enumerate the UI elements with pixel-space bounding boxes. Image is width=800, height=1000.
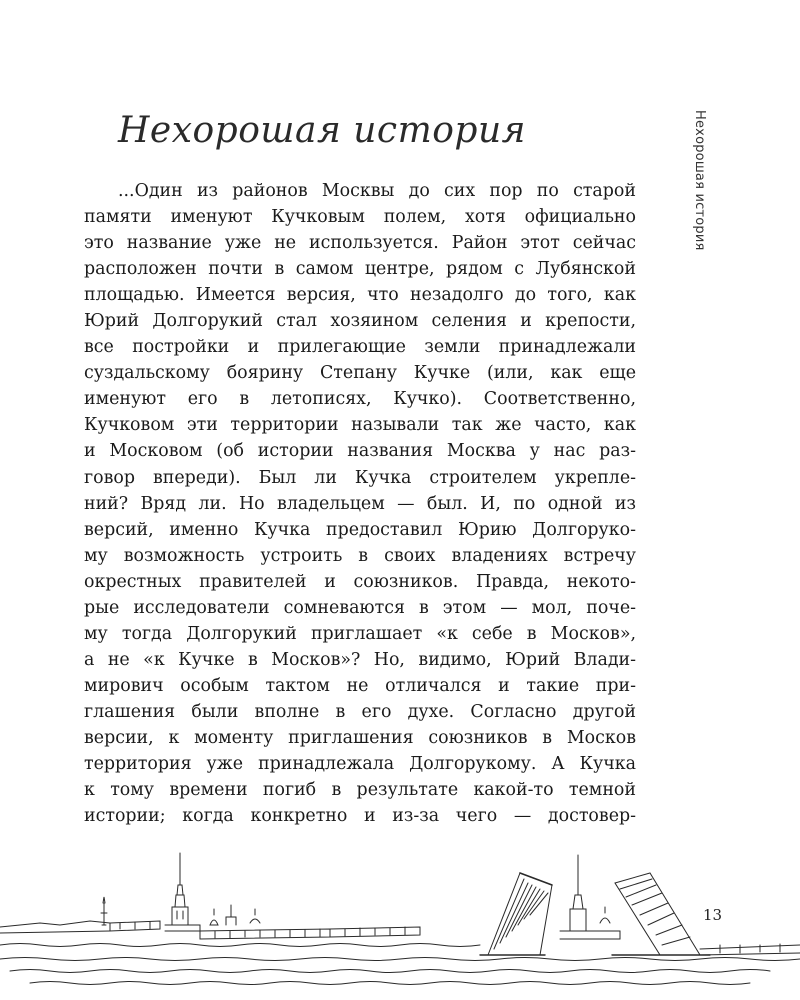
text-line: к тому времени погиб в результате какой-то темной	[84, 780, 636, 801]
running-head: Нехорошая история	[692, 110, 707, 251]
text-line: памяти именуют Кучковым полем, хотя официально	[84, 207, 636, 228]
body-text	[84, 178, 636, 829]
city-skyline-illustration	[0, 845, 800, 1000]
text-line: Кучковом эти территории называли так же часто, как	[84, 415, 636, 436]
text-line: мирович особым тактом не отличался и такие при-	[84, 675, 636, 696]
text-line: ...Один из районов Москвы до сих пор по старой	[118, 181, 636, 201]
text-line: все постройки и прилегающие земли принадлежали	[84, 337, 636, 358]
text-line: территория уже принадлежала Долгорукому. А Кучка	[84, 754, 636, 775]
text-line: му возможность устроить в своих владениях встречу	[84, 545, 636, 566]
text-line: Юрий Долгорукий стал хозяином селения и крепости,	[84, 311, 636, 332]
page-number: 13	[703, 906, 723, 924]
chapter-title: Нехорошая история	[118, 110, 526, 151]
text-line: а не «к Кучке в Москов»? Но, видимо, Юрий Влади-	[84, 649, 636, 670]
text-line: истории; когда конкретно и из-за чего — достовер-	[84, 806, 636, 827]
text-line: окрестных правителей и союзников. Правда, некото-	[84, 571, 636, 592]
text-line: говор впереди). Был ли Кучка строителем укрепле-	[84, 467, 636, 488]
text-line: ний? Вряд ли. Но владельцем — был. И, по одной из	[84, 493, 636, 514]
text-line: му тогда Долгорукий приглашает «к себе в Москов»,	[84, 623, 636, 644]
text-line: расположен почти в самом центре, рядом с Лубянской	[84, 259, 636, 280]
text-line: это название уже не используется. Район этот сейчас	[84, 233, 636, 254]
text-line: версий, именно Кучка предоставил Юрию Долгоруко-	[84, 519, 636, 540]
text-line: и Московом (об истории названия Москва у нас раз-	[84, 441, 636, 462]
text-line: суздальскому боярину Степану Кучке (или, как еще	[84, 363, 636, 384]
text-line: глашения были вполне в его духе. Согласно другой	[84, 701, 636, 722]
text-line: версии, к моменту приглашения союзников в Москов	[84, 727, 636, 748]
text-line: именуют его в летописях, Кучко). Соответственно,	[84, 389, 636, 410]
text-line: рые исследователи сомневаются в этом — мол, поче-	[84, 597, 636, 618]
text-line: площадью. Имеется версия, что незадолго до того, как	[84, 285, 636, 306]
